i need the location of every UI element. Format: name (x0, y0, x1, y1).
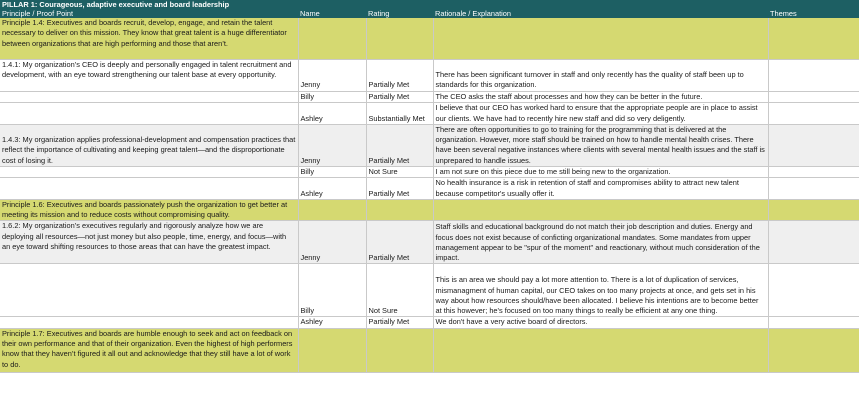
header-principle: Principle / Proof Point (0, 9, 298, 18)
header-themes: Themes (768, 9, 859, 18)
proof-point-text (0, 264, 298, 317)
table-row (0, 178, 859, 200)
proof-point-text (0, 102, 298, 124)
name-cell: Billy (298, 166, 366, 177)
pillar-title-row (0, 0, 859, 9)
principle-row-1-7 (0, 328, 859, 372)
rating-cell: Not Sure (366, 264, 433, 317)
table-row (0, 59, 859, 91)
rationale-cell: No health insurance is a risk in retention of staff and compromises ability to attract new talent because competitor's usually offer it. (433, 178, 768, 200)
principle-text: Principle 1.4: Executives and boards recruit, develop, engage, and retain the talent necessary to deliver on this mission. They know that great talent is a huge differentiator between organizations that are high performing and those that aren’t. (0, 18, 298, 59)
themes-cell (768, 102, 859, 124)
principle-text: Principle 1.7: Executives and boards are humble enough to seek and act on feedback on their own performance and that of their organization. Even the highest of high performers know that they haven’t figured it all out and acknowledge that they still have a lot of work to do. (0, 328, 298, 372)
name-cell (298, 18, 366, 59)
name-cell: Jenny (298, 221, 366, 264)
name-cell (298, 328, 366, 372)
rationale-cell: We don't have a very active board of directors. (433, 317, 768, 328)
table-row (0, 124, 859, 166)
rating-cell: Substantially Met (366, 102, 433, 124)
proof-point-text: 1.4.3: My organization applies professional-development and compensation practices that reflect the importance of cultivating and keeping great talent—and the disproportionate cost of losing it. (0, 124, 298, 166)
name-cell: Billy (298, 264, 366, 317)
rationale-cell: This is an area we should pay a lot more attention to. There is a lot of duplication of services, mismanagment of human capital, our CEO takes on too many projects at once, and gets set in his way about how resources should/have been allocated. I believe his intentions are to become better at this however; he's focused on too many things to really be efficient at any one thing. (433, 264, 768, 317)
principle-text: Principle 1.6: Executives and boards passionately push the organization to get better at meeting its mission and to reduce costs without compromising quality. (0, 199, 298, 221)
rating-cell: Partially Met (366, 178, 433, 200)
name-cell: Jenny (298, 59, 366, 91)
table-row (0, 317, 859, 328)
proof-point-text (0, 178, 298, 200)
rationale-cell: There are often opportunities to go to training for the programming that is delivered at the organization. However, more staff should be trained on how to handle mental health crises. There have been several negative instances where clients with several mental health issues and the staff is unprepared to handle issues. (433, 124, 768, 166)
rating-cell (366, 18, 433, 59)
table-row (0, 264, 859, 317)
themes-cell (768, 178, 859, 200)
proof-point-text (0, 91, 298, 102)
themes-cell (768, 264, 859, 317)
rating-cell: Partially Met (366, 91, 433, 102)
header-row (0, 9, 859, 18)
rationale-cell (433, 18, 768, 59)
themes-cell (768, 317, 859, 328)
rating-cell (366, 328, 433, 372)
rating-cell: Partially Met (366, 59, 433, 91)
themes-cell (768, 59, 859, 91)
pillar-title: PILLAR 1: Courageous, adaptive executive and board leadership (0, 0, 859, 9)
rationale-cell: I believe that our CEO has worked hard to ensure that the appropriate people are in place to assist our clients. We have had to recently hire new staff and did so very deligently. (433, 102, 768, 124)
themes-cell (768, 166, 859, 177)
rationale-cell: The CEO asks the staff about processes and how they can be better in the future. (433, 91, 768, 102)
name-cell: Ashley (298, 178, 366, 200)
rationale-cell (433, 199, 768, 221)
name-cell: Ashley (298, 317, 366, 328)
header-rating: Rating (366, 9, 433, 18)
themes-cell (768, 91, 859, 102)
rating-cell: Not Sure (366, 166, 433, 177)
name-cell: Ashley (298, 102, 366, 124)
rationale-cell: There has been significant turnover in staff and only recently has the quality of staff been up to standards for this organization. (433, 59, 768, 91)
proof-point-text (0, 166, 298, 177)
rating-cell: Partially Met (366, 317, 433, 328)
themes-cell (768, 18, 859, 59)
rationale-cell: Staff skills and educational background do not match their job description and duties. Energy and focus does not exist because of conficting organizational mandates. Some mandates from upper management appear to be "spur of the moment" and reactionary, without much consideration of the impact. (433, 221, 768, 264)
principle-row-1-4 (0, 18, 859, 59)
proof-point-text: 1.4.1: My organization’s CEO is deeply and personally engaged in talent recruitment and development, with an eye toward strengthening our talent base at every opportunity. (0, 59, 298, 91)
rating-cell (366, 199, 433, 221)
rating-cell: Partially Met (366, 124, 433, 166)
proof-point-text: 1.6.2: My organization’s executives regularly and rigorously analyze how we are deploying all resources—not just money but also people, time, energy, and focus—with an eye toward shifting resources to those areas that can have the greatest impact. (0, 221, 298, 264)
rationale-cell: I am not sure on this piece due to me still being new to the organization. (433, 166, 768, 177)
rating-cell: Partially Met (366, 221, 433, 264)
themes-cell (768, 199, 859, 221)
proof-point-text (0, 317, 298, 328)
themes-cell (768, 221, 859, 264)
themes-cell (768, 328, 859, 372)
table-row (0, 102, 859, 124)
header-name: Name (298, 9, 366, 18)
name-cell: Billy (298, 91, 366, 102)
header-rationale: Rationale / Explanation (433, 9, 768, 18)
table-row (0, 221, 859, 264)
table-row (0, 166, 859, 177)
themes-cell (768, 124, 859, 166)
table-row (0, 91, 859, 102)
name-cell: Jenny (298, 124, 366, 166)
principle-row-1-6 (0, 199, 859, 221)
name-cell (298, 199, 366, 221)
rationale-cell (433, 328, 768, 372)
